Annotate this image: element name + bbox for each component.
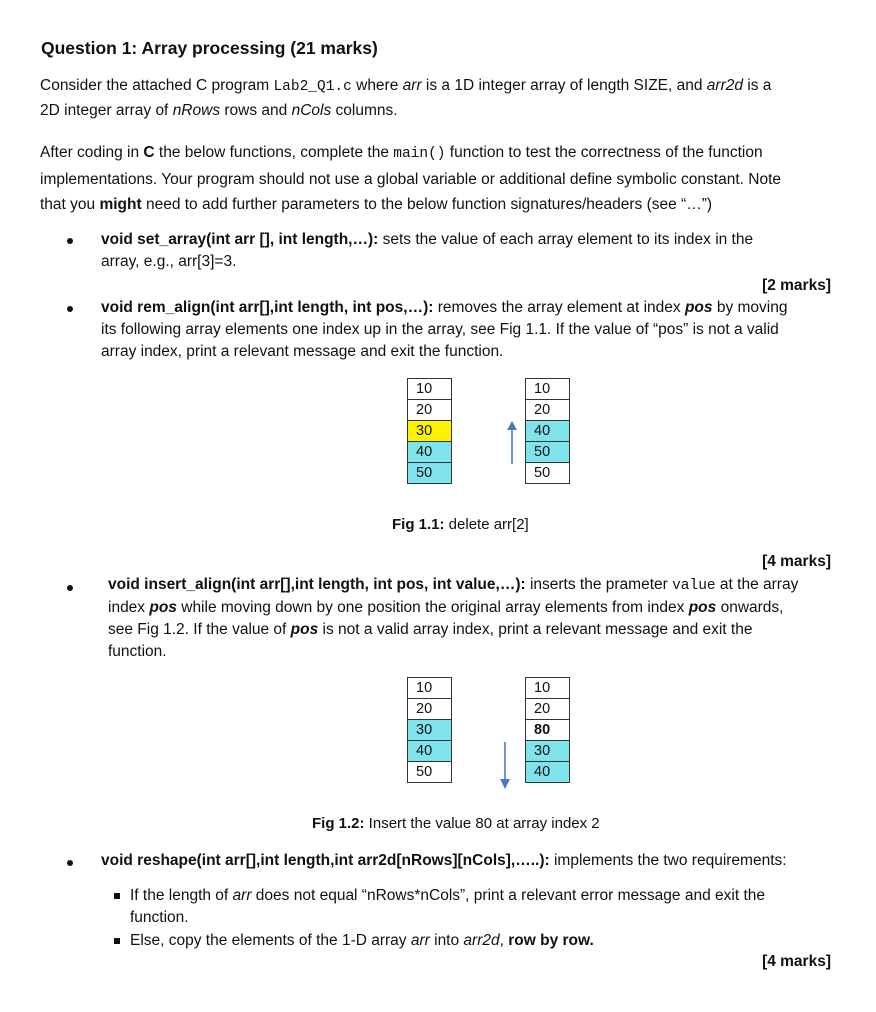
bullet-dot <box>67 585 73 591</box>
array-cell: 30 <box>526 741 570 762</box>
bullet-square <box>114 938 120 944</box>
array-cell: 40 <box>526 762 570 783</box>
array-cell: 20 <box>408 699 452 720</box>
fig1-after-array <box>525 378 570 484</box>
marks-reshape: [4 marks] <box>762 953 831 970</box>
instructions-paragraph: After coding in C the below functions, complete the main() function to test the correctness of the function implementations. Your program should not use a global variable or additional define symbolic constant. Note that you might need to add further parameters to the below function signatures/headers (see “…”) <box>40 144 781 213</box>
array-cell: 40 <box>408 442 452 463</box>
set-array-item: void set_array(int arr [], int length,…): sets the value of each array element to its index in the array, e.g., arr[3]=3. <box>101 231 754 270</box>
reshape-requirement-2: Else, copy the elements of the 1-D array arr into arr2d, row by row. <box>130 932 594 949</box>
array-cell: 20 <box>526 699 570 720</box>
bullet-dot <box>67 306 73 312</box>
fig2-before-array <box>407 677 452 783</box>
marks-set-array: [2 marks] <box>762 277 831 294</box>
bullet-dot <box>67 238 73 244</box>
rem-align-item: void rem_align(int arr[],int length, int pos,…): removes the array element at index pos by moving its following array elements one index up in the array, see Fig 1.1. If the value of “pos” is not a valid array index, print a relevant message and exit the function. <box>101 299 788 360</box>
fig1-before-array <box>407 378 452 484</box>
intro-paragraph: Consider the attached C program Lab2_Q1.c where arr is a 1D integer array of length SIZE, and arr2d is a 2D integer array of nRows rows and nCols columns. <box>40 77 772 119</box>
marks-rem-align: [4 marks] <box>762 553 831 570</box>
array-cell: 10 <box>526 379 570 400</box>
question-title: Question 1: Array processing (21 marks) <box>41 38 378 58</box>
array-cell-inserted: 80 <box>526 720 570 741</box>
fig2-after-array <box>525 677 570 783</box>
array-cell: 50 <box>526 442 570 463</box>
array-cell: 10 <box>526 678 570 699</box>
reshape-item: void reshape(int arr[],int length,int arr2d[nRows][nCols],…..): implements the two requirements: <box>101 852 787 869</box>
array-cell: 50 <box>408 762 452 783</box>
array-cell: 40 <box>408 741 452 762</box>
insert-align-item: void insert_align(int arr[],int length, int pos, int value,…): inserts the prameter value at the array index pos while moving down by one position the original array elements from index pos onwards, see Fig 1.2. If the value of pos is not a valid array index, print a relevant message and exit the function. <box>108 576 799 660</box>
up-arrow-icon <box>505 420 519 466</box>
array-cell: 50 <box>526 463 570 484</box>
fig1-caption: Fig 1.1: delete arr[2] <box>392 516 529 533</box>
array-cell: 20 <box>526 400 570 421</box>
fig2-caption: Fig 1.2: Insert the value 80 at array index 2 <box>312 815 600 832</box>
array-cell: 20 <box>408 400 452 421</box>
array-cell: 30 <box>408 720 452 741</box>
array-cell-deleted: 30 <box>408 421 452 442</box>
bullet-dot <box>67 860 73 866</box>
array-cell: 10 <box>408 379 452 400</box>
reshape-requirement-1: If the length of arr does not equal “nRows*nCols”, print a relevant error message and exit the function. <box>130 887 765 926</box>
bullet-square <box>114 893 120 899</box>
array-cell: 40 <box>526 421 570 442</box>
array-cell: 10 <box>408 678 452 699</box>
array-cell: 50 <box>408 463 452 484</box>
down-arrow-icon <box>498 741 512 791</box>
